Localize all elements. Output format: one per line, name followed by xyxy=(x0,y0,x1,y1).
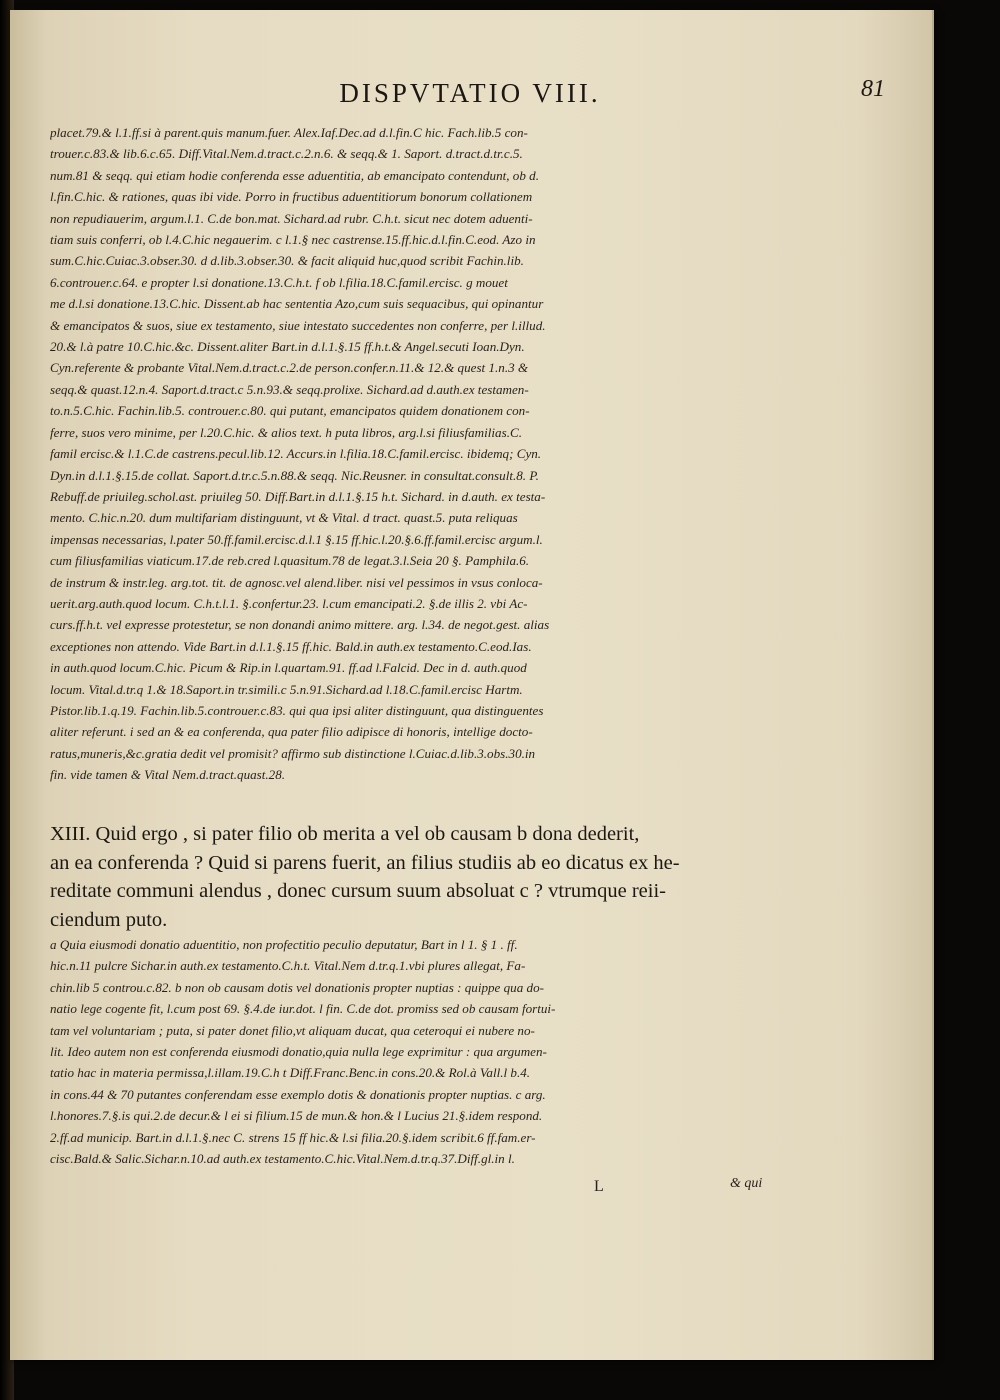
footnote-line: to.n.5.C.hic. Fachin.lib.5. controuer.c.80. qui putant, emancipatos quidem donationem con- xyxy=(50,403,530,419)
footnote-line: cum filiusfamilias viaticum.17.de reb.cred l.quasitum.78 de legat.3.l.Seia 20 §. Pamphila.6. xyxy=(50,553,530,569)
footnote-line: Pistor.lib.1.q.19. Fachin.lib.5.controuer.c.83. qui qua ipsi aliter distinguunt, qua distinguentes xyxy=(50,702,544,718)
footnotes-section-xiii xyxy=(50,934,820,1169)
catchword: & qui xyxy=(730,1176,763,1191)
book-page xyxy=(10,10,934,1360)
footnote-line: mento. C.hic.n.20. dum multifariam distinguunt, vt & Vital. d tract. quast.5. puta reliquas xyxy=(50,510,518,526)
footnote-line: sum.C.hic.Cuiac.3.obser.30. d d.lib.3.obser.30. & facit aliquid huc,quod scribit Fachin.lib. xyxy=(50,253,524,269)
footnote-line: Dyn.in d.l.1.§.15.de collat. Saport.d.tr.c.5.n.88.& seqq. Nic.Reusner. in consultat.consult.8. P. xyxy=(50,467,539,483)
footnote-line: seqq.& quast.12.n.4. Saport.d.tract.c 5.n.93.& seqq.prolixe. Sichard.ad d.auth.ex testamen- xyxy=(50,381,529,397)
footnote-line: tiam suis conferri, ob l.4.C.hic negauerim. c l.1.§ nec castrense.15.ff.hic.d.l.fin.C.eod. Azo in xyxy=(50,232,536,248)
footnote-line: tatio hac in materia permissa,l.illam.19.C.h t Diff.Franc.Benc.in cons.20.& Rol.à Vall.l b.4. xyxy=(50,1065,531,1081)
footnote-line: me d.l.si donatione.13.C.hic. Dissent.ab hac sententia Azo,cum suis sequacibus, qui opinantur xyxy=(50,296,544,312)
page-number: 81 xyxy=(861,76,885,102)
footnote-line: a Quia eiusmodi donatio aduentitio, non profectitio peculio deputatur, Bart in l 1. § 1 . ff. xyxy=(50,937,518,952)
footnote-line: in auth.quod locum.C.hic. Picum & Rip.in l.quartam.91. ff.ad l.Falcid. Dec in d. auth.quod xyxy=(50,660,527,676)
footnote-line: lit. Ideo autem non est conferenda eiusmodi donatio,quia nulla lege exprimitur : qua argumen- xyxy=(50,1044,547,1060)
footnote-line: cisc.Bald.& Salic.Sichar.n.10.ad auth.ex testamento.C.hic.Vital.Nem.d.tr.q.37.Diff.gl.in l. xyxy=(50,1151,515,1167)
body-line: an ea conferenda ? Quid si parens fuerit, an filius studiis ab eo dicatus ex he- xyxy=(50,851,680,874)
footnote-line: non repudiauerim, argum.l.1. C.de bon.mat. Sichard.ad rubr. C.h.t. sicut nec dotem aduenti- xyxy=(50,210,533,226)
body-line: ciendum puto. xyxy=(50,908,168,931)
footnote-line: trouer.c.83.& lib.6.c.65. Diff.Vital.Nem.d.tract.c.2.n.6. & seqq.& 1. Saport. d.tract.d.tr.c.5. xyxy=(50,146,523,162)
footnote-line: ratus,muneris,&c.gratia dedit vel promisit? affirmo sub distinctione l.Cuiac.d.lib.3.obs.30.in xyxy=(50,745,536,761)
footnote-line: 6.controuer.c.64. e propter l.si donatione.13.C.h.t. f ob l.filia.18.C.famil.ercisc. g mouet xyxy=(50,274,508,290)
footnote-line: hic.n.11 pulcre Sichar.in auth.ex testamento.C.h.t. Vital.Nem d.tr.q.1.vbi plures allegat, Fa- xyxy=(50,958,526,974)
running-head: DISPVTATIO VIII. xyxy=(339,78,601,108)
footnote-line: & emancipatos & suos, siue ex testamento, siue intestato succedentes non conferre, per l.illud. xyxy=(50,317,546,333)
footnotes-continued xyxy=(50,122,820,786)
body-line: reditate communi alendus , donec cursum suum absoluat c ? vtrumque reii- xyxy=(50,880,666,902)
body-line: XIII. Quid ergo , si pater filio ob merita a vel ob causam b dona dederit, xyxy=(50,823,640,845)
footnote-line: l.fin.C.hic. & rationes, quas ibi vide. Porro in fructibus aduentitiorum bonorum collationem xyxy=(50,189,533,205)
footnote-line: in cons.44 & 70 putantes conferendam esse exemplo dotis & donationis propter nuptias. c arg. xyxy=(50,1086,546,1102)
footnote-line: Cyn.referente & probante Vital.Nem.d.tract.c.2.de person.confer.n.11.& 12.& quest 1.n.3 & xyxy=(50,360,529,376)
footnote-line: famil ercisc.& l.1.C.de castrens.pecul.lib.12. Accurs.in l.filia.18.C.famil.ercisc. ibidemq; Cyn. xyxy=(50,446,542,462)
page-header xyxy=(70,76,885,118)
footnote-line: num.81 & seqq. qui etiam hodie conferenda esse aduentitia, ab emancipato contendunt, ob d. xyxy=(50,167,539,183)
footnote-line: locum. Vital.d.tr.q 1.& 18.Saport.in tr.simili.c 5.n.91.Sichard.ad l.18.C.famil.ercisc Hartm. xyxy=(50,681,523,697)
footnote-line: 20.& l.à patre 10.C.hic.&c. Dissent.aliter Bart.in d.l.1.§.15 ff.h.t.& Angel.secuti Ioan.Dyn. xyxy=(50,339,525,355)
footnote-line: chin.lib 5 controu.c.82. b non ob causam dotis vel donationis propter nuptias : quippe qua do- xyxy=(50,979,545,995)
footnote-line: ferre, suos vero minime, per l.20.C.hic. & alios text. h puta libros, arg.l.si filiusfamilias.C. xyxy=(50,424,522,440)
footnote-line: l.honores.7.§.is qui.2.de decur.& l ei si filium.15 de mun.& hon.& l Lucius 21.§.idem respond. xyxy=(50,1108,543,1124)
footnote-line: tam vel voluntariam ; puta, si pater donet filio,vt aliquam ducat, qua ceteroqui ei nubere no- xyxy=(50,1022,535,1038)
footnote-line: Rebuff.de priuileg.schol.ast. priuileg 50. Diff.Bart.in d.l.1.§.15 h.t. Sichard. in d.auth. ex testa- xyxy=(50,488,546,504)
footnote-line: impensas necessarias, l.pater 50.ff.famil.ercisc.d.l.1 §.15 ff.hic.l.20.§.6.ff.famil.ercisc argum.l. xyxy=(50,531,543,547)
footnote-line: de instrum & instr.leg. arg.tot. tit. de agnosc.vel alend.liber. nisi vel pessimos in vsus conloca- xyxy=(50,574,543,590)
footnote-line: fin. vide tamen & Vital Nem.d.tract.quast.28. xyxy=(50,767,286,783)
signature-mark: L xyxy=(594,1178,604,1195)
footnote-line: placet.79.& l.1.ff.si à parent.quis manum.fuer. Alex.Iaf.Dec.ad d.l.fin.C hic. Fach.lib.5 con- xyxy=(50,125,528,140)
footnote-line: 2.ff.ad municip. Bart.in d.l.1.§.nec C. strens 15 ff hic.& l.si filia.20.§.idem scribit.6 ff.fam.er- xyxy=(50,1129,536,1145)
footnote-line: uerit.arg.auth.quod locum. C.h.t.l.1. §.confertur.23. l.cum emancipati.2. §.de illis 2. vbi Ac- xyxy=(50,595,528,611)
section-xiii-body xyxy=(50,820,820,934)
footnote-line: aliter referunt. i sed an & ea conferenda, qua pater filio adipisce di honoris, intellige docto- xyxy=(50,724,533,740)
footnote-line: exceptiones non attendo. Vide Bart.in d.l.1.§.15 ff.hic. Bald.in auth.ex testamento.C.eod.Ias. xyxy=(50,638,532,654)
footnote-line: natio lege cogente fit, l.cum post 69. §.4.de iur.dot. l fin. C.de dot. promiss sed ob causam fortui- xyxy=(50,1001,556,1017)
footnote-line: curs.ff.h.t. vel expresse protestetur, se non donandi animo mittere. arg. l.34. de negot.gest. alias xyxy=(50,617,550,633)
